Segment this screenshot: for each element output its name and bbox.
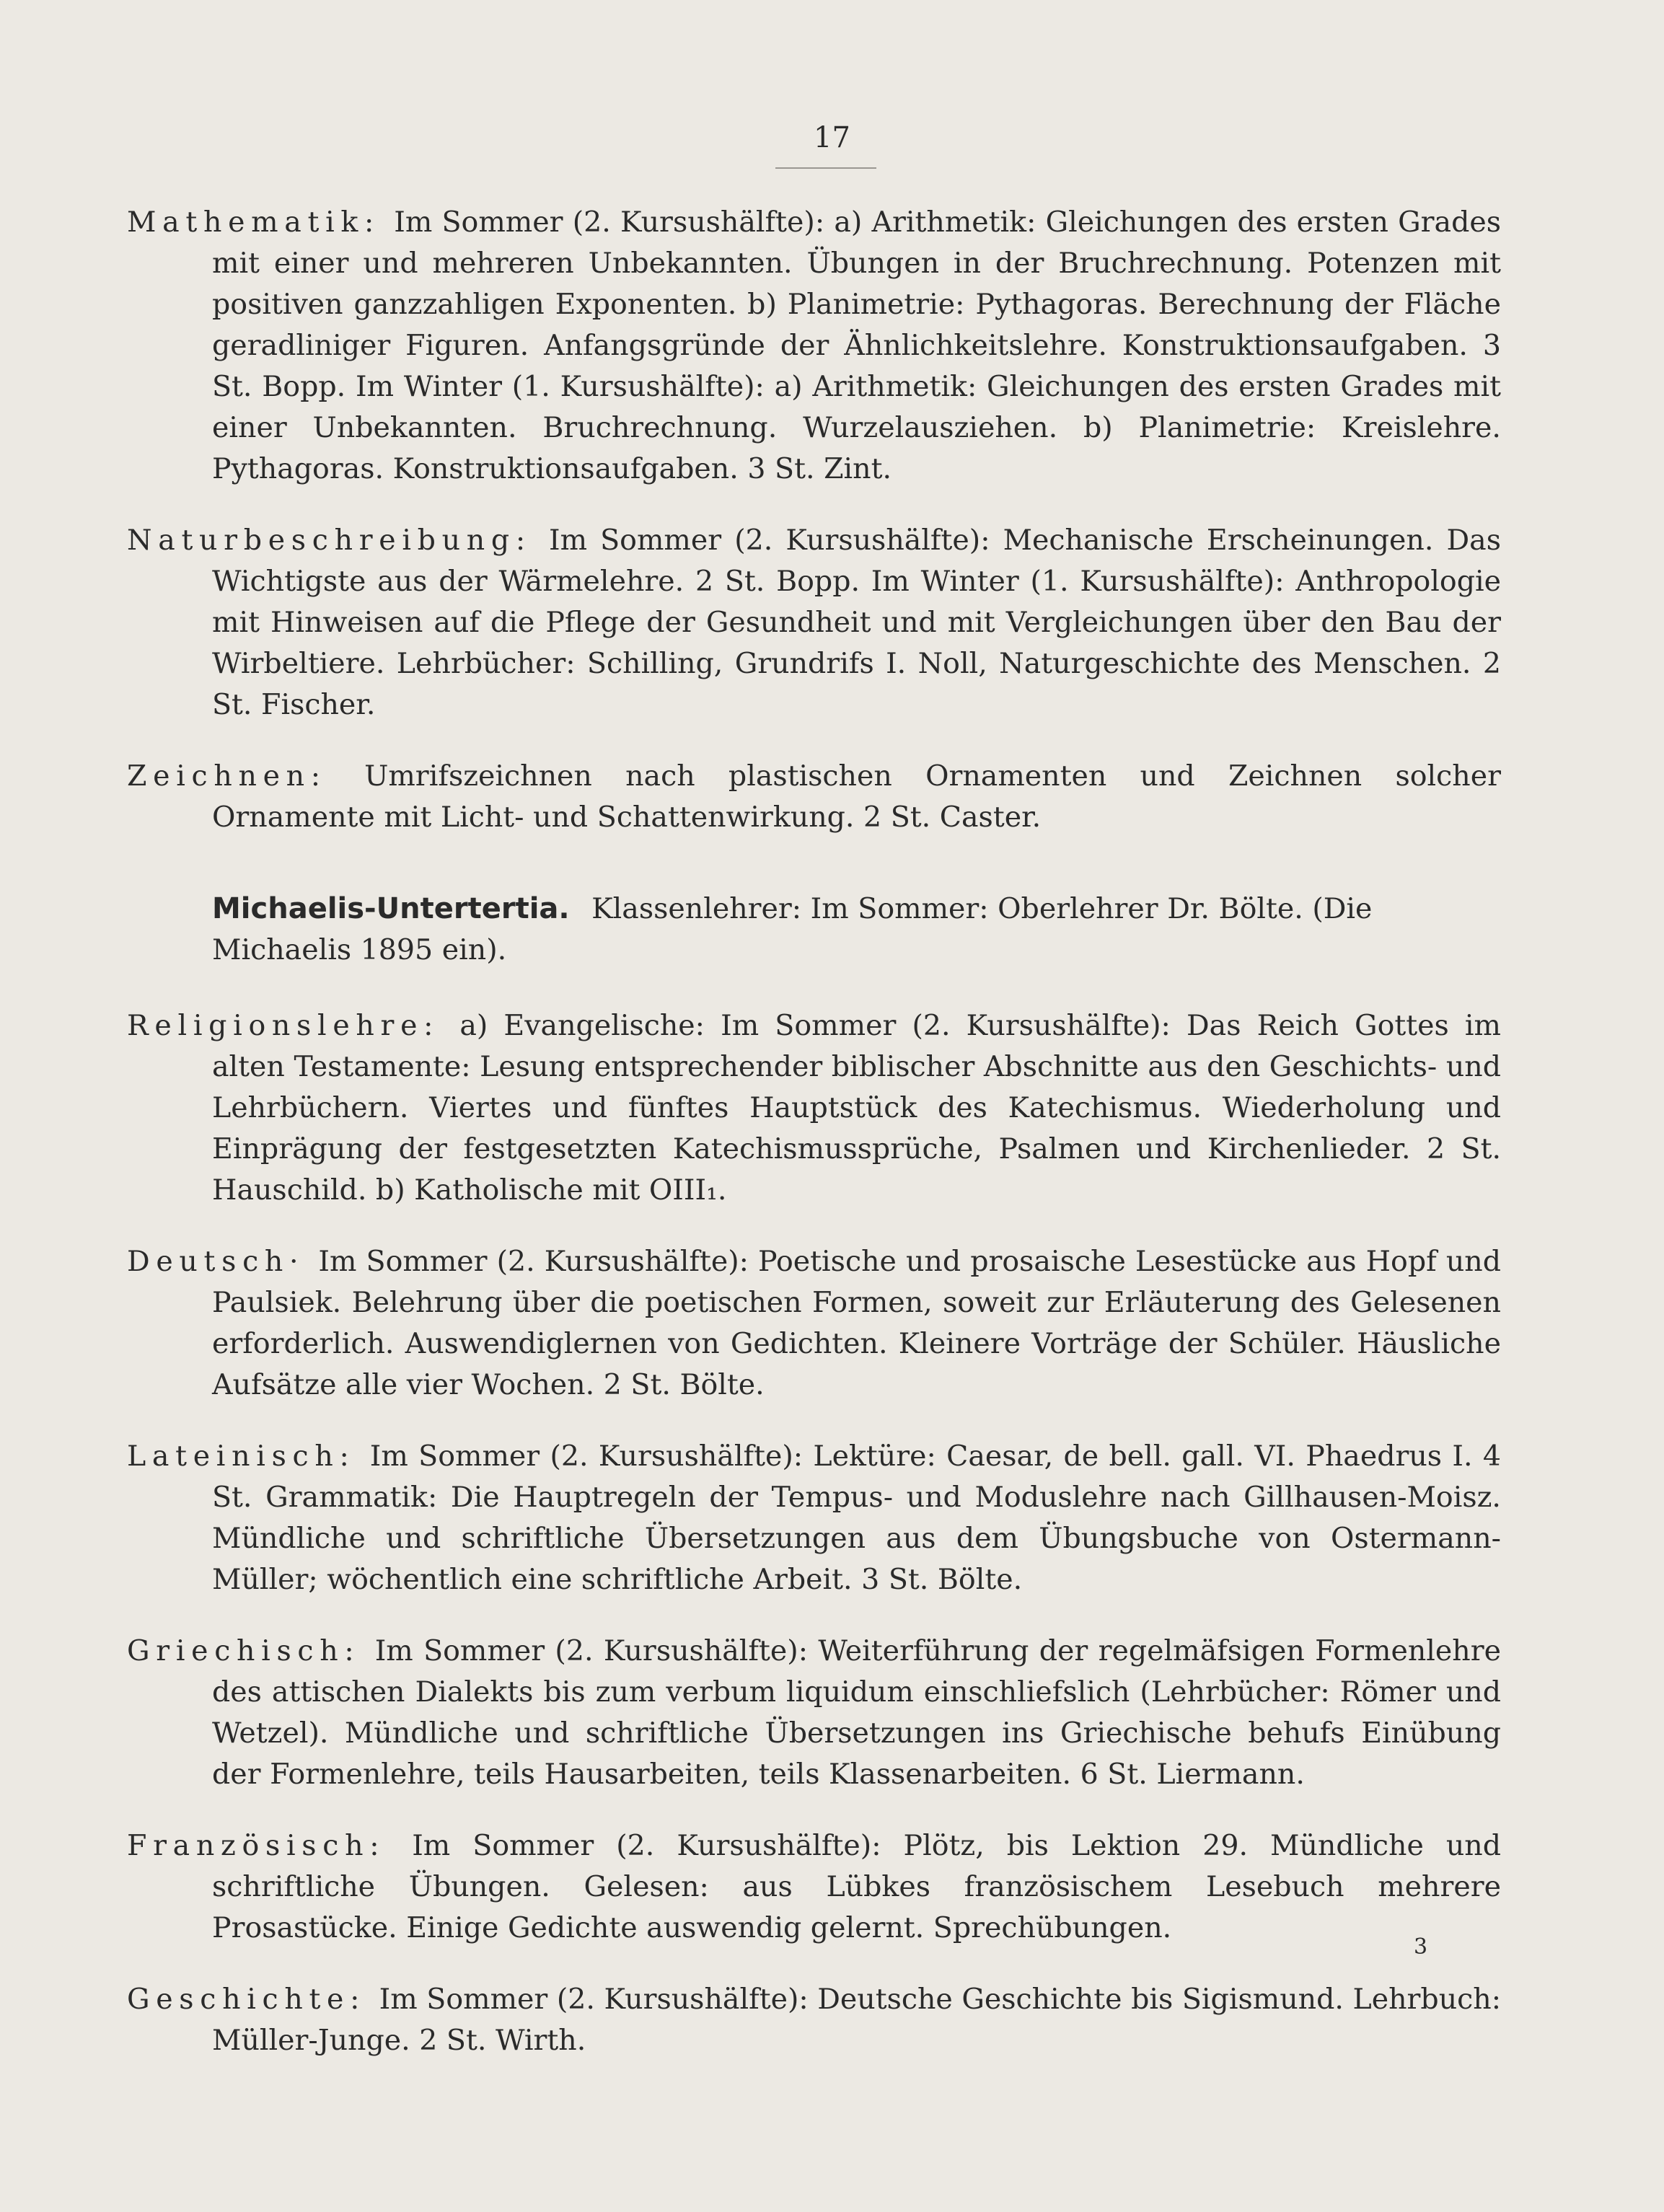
subject-label: Geschichte: [127, 1983, 366, 2016]
subject-label: Naturbeschreibung: [127, 524, 532, 557]
class-section-heading [127, 889, 1501, 971]
entry-text: Im Sommer (2. Kursushälfte): Poetische und prosaische Lesestücke aus Hopf und Paulsiek. Belehrung über die poetischen Formen, soweit zur Erläuterung des Gelesenen erforderlich. Auswendiglernen von Gedichten. Kleinere Vorträge der Schüler. Häusliche Aufsätze alle vier Wochen. 2 St. Bölte. [212, 1245, 1501, 1401]
subject-label: Zeichnen: [127, 759, 327, 793]
class-title: Michaelis-Untertertia. [212, 892, 570, 925]
page-number: 17 [814, 121, 850, 154]
entry-text: Im Sommer (2. Kursushälfte): Mechanische Erscheinungen. Das Wichtigste aus der Wärmelehre. 2 St. Bopp. Im Winter (1. Kursushälfte): Anthropologie mit Hinweisen auf die Pflege der Gesundheit und mit Vergleichungen über den Bau der Wirbeltiere. Lehrbücher: Schilling, Grundrifs I. Noll, Naturgeschichte des Menschen. 2 St. Fischer. [212, 524, 1501, 721]
entry-griechisch [127, 1631, 1501, 1795]
entry-text: a) Evangelische: Im Sommer (2. Kursushälfte): Das Reich Gottes im alten Testamente: Lesung entsprechender biblischer Abschnitte aus den Geschichts- und Lehrbüchern. Viertes und fünftes Hauptstück des Katechismus. Wiederholung und Einprägung der festgesetzten Katechismussprüche, Psalmen und Kirchenlieder. 2 St. Hauschild. b) Katholische mit OIII₁. [212, 1009, 1501, 1207]
subject-label: Lateinisch: [127, 1440, 356, 1473]
class-teacher-text: Klassenlehrer: Im Sommer: Oberlehrer Dr. Bölte. (Die Michaelis 1895 ein). [212, 892, 1373, 966]
entry-naturbeschreibung [127, 520, 1501, 726]
entry-lateinisch [127, 1436, 1501, 1600]
entry-text: Im Sommer (2. Kursushälfte): a) Arithmetik: Gleichungen des ersten Grades mit einer und mehreren Unbekannten. Übungen in der Bruchrechnung. Potenzen mit positiven ganzzahligen Exponenten. b) Planimetrie: Pythagoras. Berechnung der Fläche geradliniger Figuren. Anfangsgründe der Ähnlichkeitslehre. Konstruktionsaufgaben. 3 St. Bopp. Im Winter (1. Kursushälfte): a) Arithmetik: Gleichungen des ersten Grades mit einer Unbekannten. Bruchrechnung. Wurzelausziehen. b) Planimetrie: Kreislehre. Pythagoras. Konstruktionsaufgaben. 3 St. Zint. [212, 206, 1501, 485]
entry-zeichnen [127, 756, 1501, 838]
entry-franzoesisch [127, 1825, 1501, 1949]
entry-text: Im Sommer (2. Kursushälfte): Lektüre: Caesar, de bell. gall. VI. Phaedrus I. 4 St. Grammatik: Die Hauptregeln der Tempus- und Moduslehre nach Gillhausen-Moisz. Mündliche und schriftliche Übersetzungen aus dem Übungsbuche von Ostermann-Müller; wöchentlich eine schriftliche Arbeit. 3 St. Bölte. [212, 1440, 1502, 1596]
subject-label: Mathematik: [127, 206, 381, 239]
subject-label: Griechisch: [127, 1634, 361, 1667]
entry-text: Im Sommer (2. Kursushälfte): Weiterführung der regelmäfsigen Formenlehre des attischen Dialekts bis zum verbum liquidum einschliefslich (Lehrbücher: Römer und Wetzel). Mündliche und schriftliche Übersetzungen ins Griechische behufs Einübung der Formenlehre, teils Hausarbeiten, teils Klassenarbeiten. 6 St. Liermann. [212, 1634, 1501, 1791]
entry-religionslehre [127, 1005, 1501, 1211]
page-content [127, 202, 1501, 2092]
entry-text: Im Sommer (2. Kursushälfte): Plötz, bis Lektion 29. Mündliche und schriftliche Übungen. Gelesen: aus Lübkes französischem Lesebuch mehrere Prosastücke. Einige Gedichte auswendig gelernt. Sprechübungen. [212, 1829, 1501, 1944]
entry-text: Umrifszeichnen nach plastischen Ornamenten und Zeichnen solcher Ornamente mit Licht- und Schattenwirkung. 2 St. Caster. [212, 759, 1501, 834]
entry-deutsch [127, 1241, 1501, 1406]
entry-text: Im Sommer (2. Kursushälfte): Deutsche Geschichte bis Sigismund. Lehrbuch: Müller-Junge. 2 St. Wirth. [212, 1983, 1501, 2057]
subject-label: Deutsch· [127, 1245, 305, 1278]
entry-mathematik [127, 202, 1501, 490]
subject-label: Französisch: [127, 1829, 386, 1862]
entry-geschichte [127, 1979, 1501, 2061]
page-number-rule [775, 167, 876, 169]
sheet-signature: 3 [1414, 1934, 1428, 1960]
subject-label: Religionslehre: [127, 1009, 440, 1042]
